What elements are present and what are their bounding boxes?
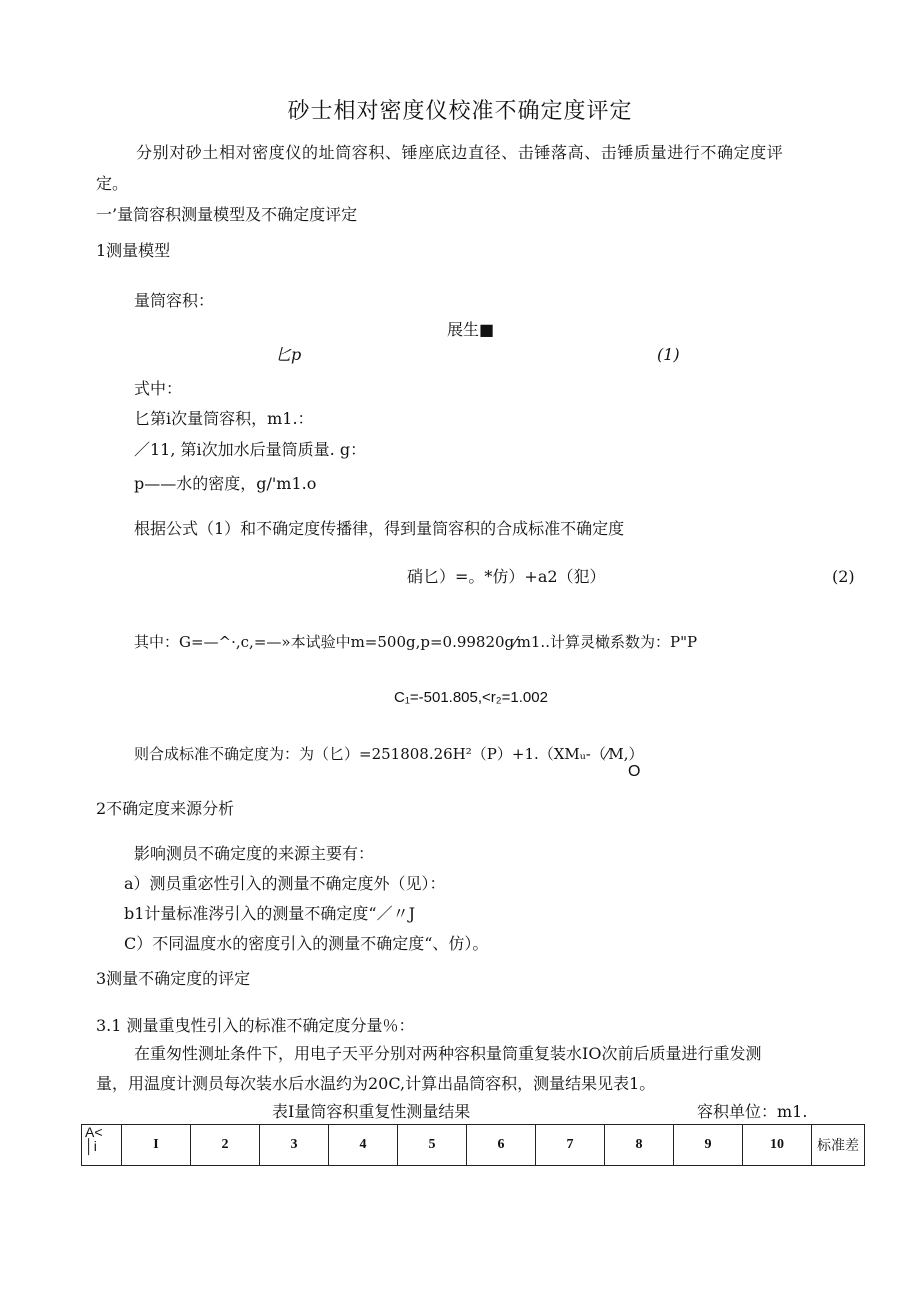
coefficient-text: 其中：G=—^·,c,=—»本试验中m=500g,p=0.99820g⁄m1..计算灵橄系数为：P"P — [134, 633, 698, 651]
coefficient-values: C₁=-501.805,<r₂=1.002 — [394, 689, 548, 706]
table-header-cell: 3 — [260, 1125, 329, 1166]
paragraph-line-2: 量，用温度计测员每次装水后水温约为20C,计算出晶筒容积，测量结果见表1。 — [96, 1074, 656, 1093]
volume-label: 量筒容积： — [134, 291, 215, 310]
formula-2-number: (2) — [832, 567, 855, 586]
table-header-cell: 8 — [605, 1125, 674, 1166]
table-header-std-dev: 标准差 — [812, 1125, 865, 1166]
paragraph-line-1: 在重匆性测址条件下，用电子天平分别对两种容积量筒重复装水IO次前后质量进行重发测 — [134, 1044, 762, 1063]
definition-mass: ／11, 第i次加水后量筒质量. g： — [134, 440, 367, 459]
source-b: b1计量标准涔引入的测量不确定度“／〃J — [124, 904, 416, 923]
source-a: a）测员重宓性引入的测量不确定度外（见）： — [124, 874, 446, 893]
table-unit: 容积单位：m1. — [697, 1102, 808, 1121]
definition-density: p——水的密度，g/'m1.o — [134, 474, 317, 493]
table-header-cell: 5 — [398, 1125, 467, 1166]
table-header-cell: 9 — [674, 1125, 743, 1166]
sources-intro: 影响测员不确定度的来源主要有： — [134, 844, 375, 863]
source-c: C）不同温度水的密度引入的测量不确定度“、仿）。 — [124, 934, 489, 953]
table-header-cell: I — [122, 1125, 191, 1166]
formula-1-lhs: 匕p — [275, 345, 302, 364]
table-header-cell: 7 — [536, 1125, 605, 1166]
table-header-cell: 4 — [329, 1125, 398, 1166]
table-corner-text: A< │i — [85, 1124, 103, 1154]
page-title: 砂士相对密度仪校准不确定度评定 — [287, 99, 633, 124]
repeatability-table — [81, 1124, 865, 1166]
combined-uncertainty-o: O — [628, 763, 641, 780]
table-header-cell: 2 — [191, 1125, 260, 1166]
formula-1-number: (1) — [657, 345, 680, 364]
subheading-repeatability: 3.1 测量重曳性引入的标准不确定度分量％： — [96, 1016, 415, 1035]
definition-volume: 匕第i次量筒容积，m1.： — [134, 409, 314, 428]
table-header-cell: 10 — [743, 1125, 812, 1166]
intro-line-1: 分别对砂土相对密度仪的址筒容积、锤座底边直径、击锤落高、击锤质量进行不确定度评 — [136, 143, 784, 162]
section-heading-1: 一’量筒容积测量模型及不确定度评定 — [96, 205, 358, 224]
formula-2: 硝匕）=。*仿）+a2（犯） — [407, 567, 606, 586]
subheading-measurement-model: 1测量模型 — [96, 241, 171, 260]
table-caption: 表I量筒容积重复性测量结果 — [272, 1102, 471, 1121]
intro-line-2: 定。 — [96, 174, 129, 193]
formula-1-numerator: 展生■ — [447, 320, 495, 339]
subheading-evaluation: 3测量不确定度的评定 — [96, 969, 251, 988]
table-corner-cell — [82, 1125, 122, 1166]
combined-uncertainty-text: 则合成标准不确定度为：为（匕）=251808.26H²（P）+1.（XMᵤ-（⁄M,） — [134, 745, 644, 763]
table-header-cell: 6 — [467, 1125, 536, 1166]
table-header-row — [82, 1125, 865, 1166]
subheading-sources: 2不确定度来源分析 — [96, 799, 235, 818]
combine-text: 根据公式（1）和不确定度传播律，得到量筒容积的合成标准不确定度 — [134, 519, 625, 538]
where-label: 式中： — [134, 379, 183, 398]
